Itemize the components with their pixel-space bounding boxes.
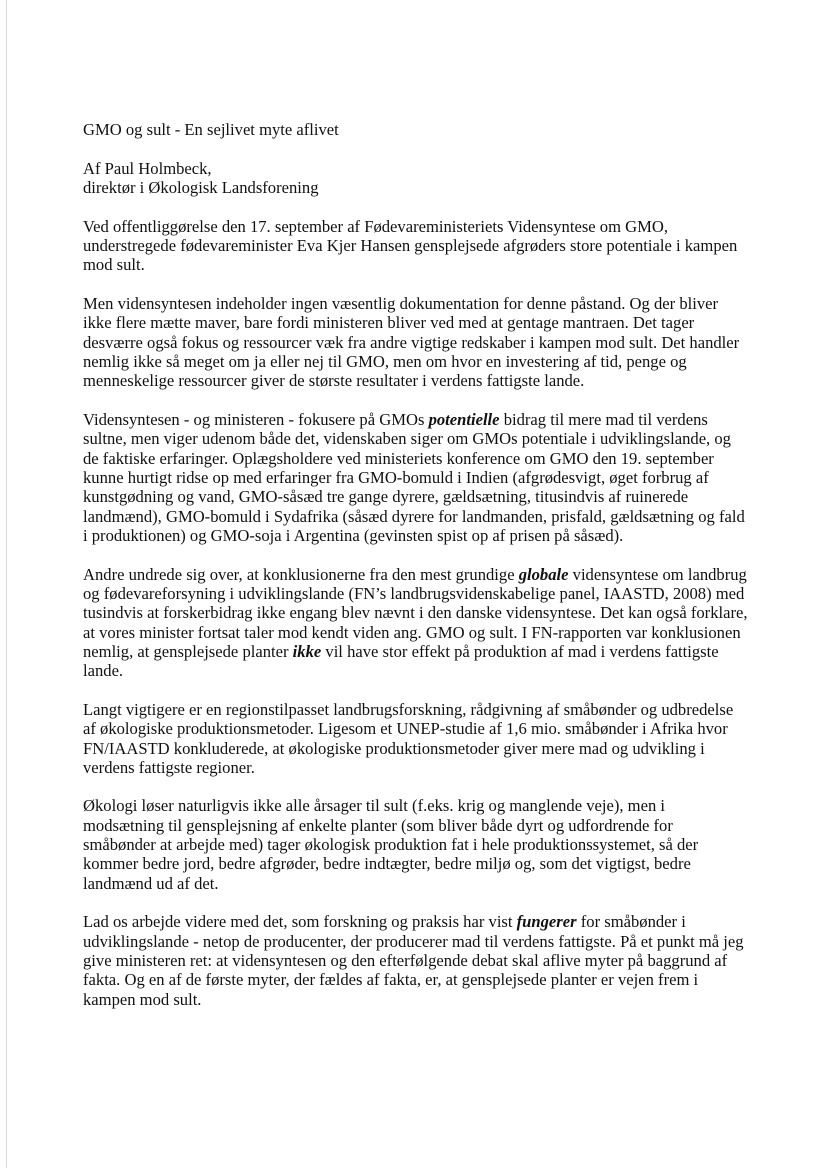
paragraph — [83, 217, 823, 275]
paragraph — [83, 294, 823, 391]
text-segment: af økologiske produktionsmetoder. Ligesom et UNEP-studie af 1,6 mio. småbønder i Afrika hvor — [83, 719, 728, 739]
paragraph-line — [83, 313, 823, 332]
text-segment: for småbønder i — [576, 912, 686, 932]
paragraph-line — [83, 333, 823, 352]
blank-line — [83, 545, 823, 564]
blank-line — [83, 893, 823, 912]
article-body — [83, 197, 823, 1009]
text-segment: fakta. Og en af de første myter, der fældes af fakta, er, at gensplejsede planter er vejen frem i — [83, 970, 699, 990]
text-segment: Vidensyntesen - og ministeren - fokusere på GMOs — [83, 409, 429, 429]
paragraph-line — [83, 429, 823, 448]
text-segment: småbønder at arbejde med) tager økologisk produktion fat i hele produktionssystemet, så der — [83, 835, 699, 855]
article-title: GMO og sult - En sejlivet myte aflivet — [83, 120, 339, 139]
paragraph-line — [83, 719, 823, 738]
paragraph-line — [83, 835, 823, 854]
blank-line — [83, 197, 823, 216]
paragraph — [83, 700, 823, 777]
text-segment: kunstgødning og vand, GMO-såsæd tre gange dyrere, gældsætning, titusindvis af ruinerede — [83, 487, 689, 507]
text-segment: desværre også fokus og ressourcer væk fra andre vigtige redskaber i kampen mod sult. Det handler — [83, 332, 740, 352]
author-name: Af Paul Holmbeck, — [83, 158, 212, 178]
text-segment: landmænd ud af det. — [83, 873, 219, 893]
blank-line — [83, 777, 823, 796]
text-segment: ikke flere mætte maver, bare fordi ministeren bliver ved med at gentage mantraen. Det tager — [83, 313, 695, 333]
blank-line — [83, 681, 823, 700]
text-segment: give ministeren ret: at vidensyntesen og den efterfølgende debat skal aflive myter på baggrund af — [83, 951, 728, 971]
paragraph-line — [83, 661, 823, 680]
paragraph-line — [83, 603, 823, 622]
text-segment: understregede fødevareminister Eva Kjer Hansen gensplejsede afgrøders store potentiale i kampen — [83, 235, 738, 255]
scan-edge-line — [6, 0, 7, 1168]
paragraph-line — [83, 584, 823, 603]
text-segment: kommer bedre jord, bedre afgrøder, bedre indtægter, bedre miljø og, som det vigtigst, bedre — [83, 854, 691, 874]
text-segment: bidrag til mere mad til verdens — [499, 409, 708, 429]
paragraph-line — [83, 874, 823, 893]
paragraph — [83, 565, 823, 681]
text-segment: lande. — [83, 661, 124, 681]
paragraph-line — [83, 932, 823, 951]
text-segment: modsætning til gensplejsning af enkelte planter (som bliver både dyrt og udfordrende for — [83, 815, 673, 835]
paragraph-line — [83, 642, 823, 661]
paragraph-line — [83, 255, 823, 274]
blank-line — [83, 391, 823, 410]
paragraph-line — [83, 970, 823, 989]
text-segment: at vores minister fortsat taler mod kendt viden ang. GMO og sult. I FN-rapporten var konklusionen — [83, 622, 741, 642]
paragraph — [83, 912, 823, 1009]
paragraph-line — [83, 526, 823, 545]
text-segment: landmænd), GMO-bomuld i Sydafrika (såsæd dyrere for landmanden, prisfald, gældsætning og fald — [83, 506, 745, 526]
emphasized-text: ikke — [292, 641, 322, 661]
paragraph-line — [83, 990, 823, 1009]
blank-line — [83, 275, 823, 294]
paragraph-line — [83, 565, 823, 584]
text-segment: Men vidensyntesen indeholder ingen væsentlig dokumentation for denne påstand. Og der bliver — [83, 293, 719, 313]
paragraph-line — [83, 294, 823, 313]
text-segment: kunne hurtigt ridse op med erfaringer fra GMO-bomuld i Indien (afgrødesvigt, øget forbrug af — [83, 467, 709, 487]
paragraph-line — [83, 854, 823, 873]
text-segment: Andre undrede sig over, at konklusionerne fra den mest grundige — [83, 564, 519, 584]
text-segment: mod sult. — [83, 255, 145, 275]
text-segment: udviklingslande - netop de producenter, der producerer mad til verdens fattigste. På et punkt må jeg — [83, 931, 744, 951]
text-segment: og fødevareforsyning i udviklingslande (FN’s landbrugsvidenskabelige panel, IAASTD, 2008) med — [83, 583, 745, 603]
blank-line — [83, 139, 823, 158]
paragraph-line — [83, 352, 823, 371]
text-segment: menneskelige ressourcer giver de største resultater i verdens fattigste lande. — [83, 371, 585, 391]
paragraph-line — [83, 371, 823, 390]
paragraph-line — [83, 700, 823, 719]
emphasized-text: globale — [518, 564, 569, 584]
paragraph-line — [83, 468, 823, 487]
text-segment: vil have stor effekt på produktion af mad i verdens fattigste — [321, 641, 719, 661]
paragraph-line — [83, 487, 823, 506]
paragraph-line — [83, 410, 823, 429]
text-segment: nemlig, at gensplejsede planter — [83, 641, 293, 661]
paragraph-line — [83, 912, 823, 931]
text-segment: FN/IAASTD konkluderede, at økologiske produktionsmetoder giver mere mad og udvikling i — [83, 738, 705, 758]
text-segment: nemlig ikke så meget om ja eller nej til GMO, men om hvor en investering af tid, penge og — [83, 351, 687, 371]
paragraph-line — [83, 449, 823, 468]
text-segment: sultne, men viger udenom både det, videnskaben siger om GMOs potentiale i udviklingslande, og — [83, 429, 731, 449]
emphasized-text: fungerer — [516, 912, 577, 932]
author-role: direktør i Økologisk Landsforening — [83, 177, 319, 197]
text-segment: i produktionen) og GMO-soja i Argentina (gevinsten spist op af prisen på såsæd). — [83, 525, 624, 545]
text-segment: tusindvis at forskerbidrag ikke engang blev nævnt i den danske vidensyntese. Det kan også forklare, — [83, 603, 748, 623]
paragraph-line — [83, 507, 823, 526]
paragraph-line — [83, 951, 823, 970]
paragraph-line — [83, 623, 823, 642]
text-segment: de faktiske erfaringer. Oplægsholdere ved ministeriets konference om GMO den 19. september — [83, 448, 714, 468]
text-segment: Lad os arbejde videre med det, som forskning og praksis har vist — [83, 912, 517, 932]
text-segment: verdens fattigste regioner. — [83, 757, 255, 777]
paragraph-line — [83, 816, 823, 835]
paragraph-line — [83, 236, 823, 255]
text-segment: kampen mod sult. — [83, 989, 202, 1009]
paragraph-line — [83, 796, 823, 815]
text-segment: Økologi løser naturligvis ikke alle årsager til sult (f.eks. krig og manglende veje), men i — [83, 796, 666, 816]
paragraph-line — [83, 739, 823, 758]
text-segment: Langt vigtigere er en regionstilpasset landbrugsforskning, rådgivning af småbønder og udbredelse — [83, 699, 734, 719]
text-segment: Ved offentliggørelse den 17. september af Fødevareministeriets Vidensyntese om GMO, — [83, 216, 669, 236]
paragraph-line — [83, 217, 823, 236]
document-page — [83, 120, 823, 1009]
paragraph — [83, 410, 823, 545]
paragraph-line — [83, 758, 823, 777]
emphasized-text: potentielle — [428, 409, 500, 429]
paragraph — [83, 796, 823, 893]
text-segment: vidensyntese om landbrug — [568, 564, 747, 584]
